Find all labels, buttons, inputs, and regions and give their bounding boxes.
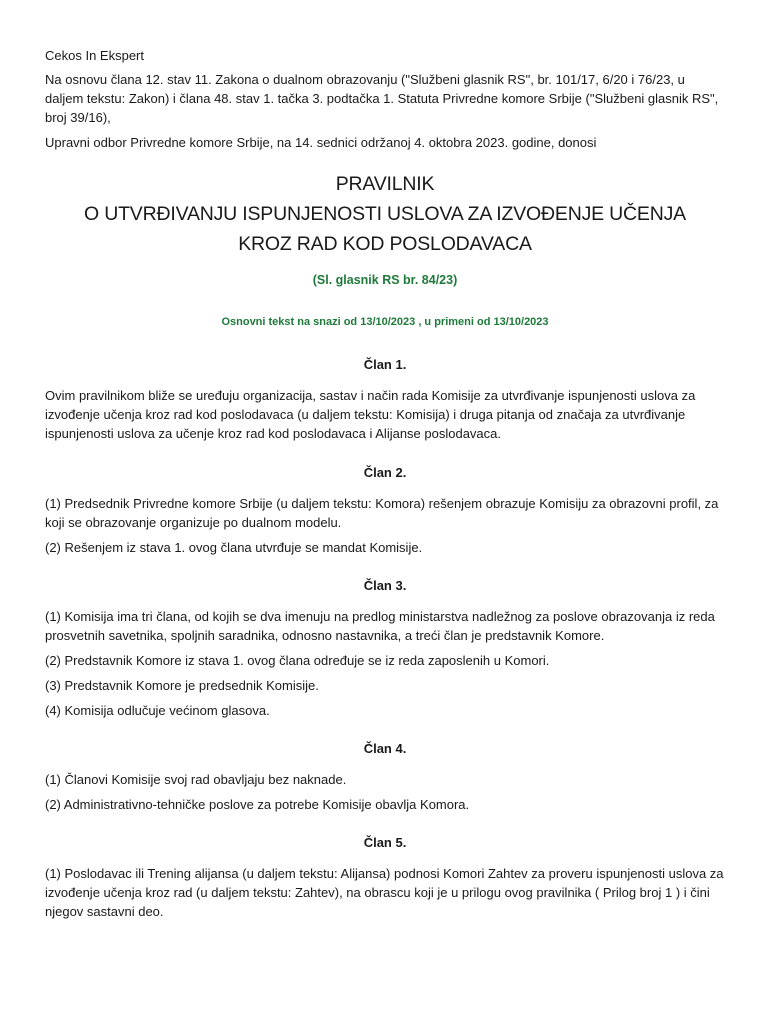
article-heading-2: Član 2.	[363, 465, 407, 480]
publisher-name: Cekos In Ekspert	[45, 48, 144, 63]
document-title	[45, 169, 725, 259]
preamble-adopter: Upravni odbor Privredne komore Srbije, na 14. sednici održanoj 4. oktobra 2023. godine, donosi	[45, 135, 597, 150]
article-4-paragraph-2: (2) Administrativno-tehničke poslove za potrebe Komisije obavlja Komora.	[45, 797, 470, 812]
article-1-paragraph-1: Ovim pravilnikom bliže se uređuju organizacija, sastav i način rada Komisije za utvrđivanje ispunjenosti uslova za izvođenje učenja kroz rad kod poslodavaca (u daljem tekstu: Komisija) i druga pitanja od značaja za utvrđivanje ispunjenosti uslova za učenje kroz rad kod poslodavaca i Alijanse poslodavaca.	[45, 388, 696, 441]
article-heading-1: Član 1.	[363, 357, 407, 372]
document-page	[45, 46, 725, 921]
article-heading-5: Član 5.	[363, 835, 407, 850]
article-2-paragraph-1: (1) Predsednik Privredne komore Srbije (u daljem tekstu: Komora) rešenjem obrazuje Komisiju za obrazovni profil, za koji se obrazovanje organizuje po dualnom modelu.	[45, 496, 719, 530]
article-3-paragraph-2: (2) Predstavnik Komore iz stava 1. ovog člana određuje se iz reda zaposlenih u Komori.	[45, 653, 550, 668]
article-3-paragraph-1: (1) Komisija ima tri člana, od kojih se dva imenuju na predlog ministarstva nadležnog za poslove obrazovanja iz reda prosvetnih savetnika, spoljnih saradnika, odnosno nastavnika, a treći član je predstavnik Komore.	[45, 609, 715, 643]
title-line-3: KROZ RAD KOD POSLODAVACA	[238, 233, 532, 255]
article-3-paragraph-3: (3) Predstavnik Komore je predsednik Komisije.	[45, 678, 319, 693]
article-5-paragraph-1: (1) Poslodavac ili Trening alijansa (u daljem tekstu: Alijansa) podnosi Komori Zahtev za proveru ispunjenosti uslova za izvođenje učenja kroz rad (u daljem tekstu: Zahtev), na obrascu koji je u prilogu ovog pravilnika ( Prilog broj 1 ) i čini njegov sastavni deo.	[45, 866, 724, 919]
title-line-2: O UTVRĐIVANJU ISPUNJENOSTI USLOVA ZA IZVOĐENJE UČENJA	[84, 203, 686, 225]
article-heading-3: Član 3.	[363, 578, 407, 593]
validity-status: Osnovni tekst na snazi od 13/10/2023 , u primeni od 13/10/2023	[221, 316, 549, 328]
title-line-1: PRAVILNIK	[335, 173, 435, 195]
article-2-paragraph-2: (2) Rešenjem iz stava 1. ovog člana utvrđuje se mandat Komisije.	[45, 540, 423, 555]
article-4-paragraph-1: (1) Članovi Komisije svoj rad obavljaju bez naknade.	[45, 772, 347, 787]
preamble-basis: Na osnovu člana 12. stav 11. Zakona o dualnom obrazovanju ("Službeni glasnik RS", br. 101/17, 6/20 i 76/23, u daljem tekstu: Zakon) i člana 48. stav 1. tačka 3. podtačka 1. Statuta Privredne komore Srbije ("Službeni glasnik RS", broj 39/16),	[45, 72, 719, 125]
article-heading-4: Član 4.	[363, 741, 407, 756]
article-3-paragraph-4: (4) Komisija odlučuje većinom glasova.	[45, 703, 270, 718]
gazette-reference: (Sl. glasnik RS br. 84/23)	[312, 273, 458, 287]
